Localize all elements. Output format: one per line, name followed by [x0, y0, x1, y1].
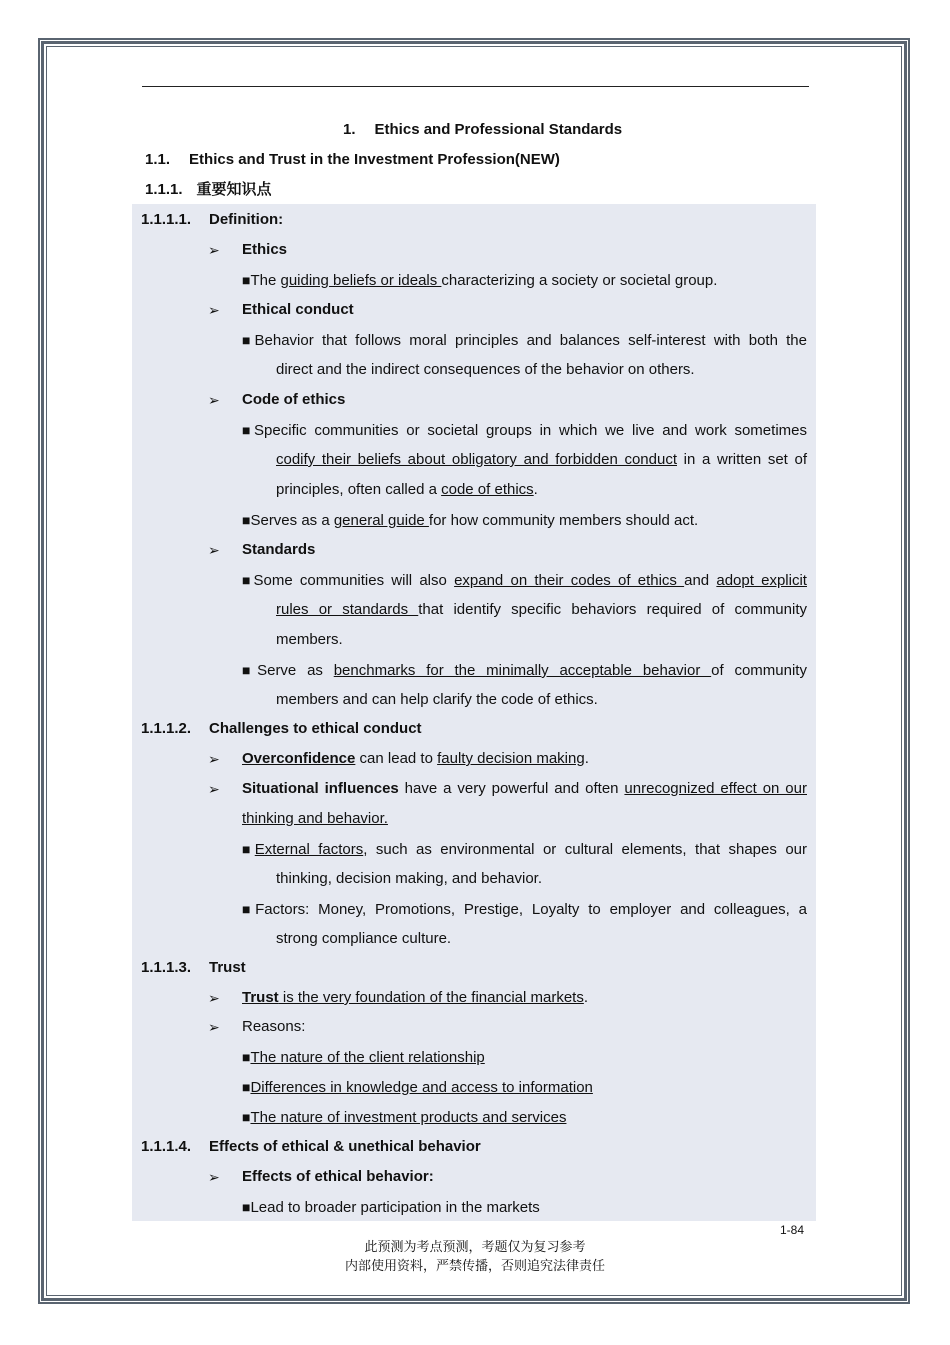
heading-challenges-title: Challenges to ethical conduct [209, 720, 422, 737]
standards-bullet-1-cont: rules or standards that identify specific behaviors required of community [276, 601, 807, 618]
code-of-ethics-bullet-1-end: principles, often called a code of ethics. [276, 481, 538, 498]
section-number: 1.1. [145, 151, 171, 168]
footer-disclaimer-2: 内部使用资料，严禁传播，否则追究法律责任 [344, 1259, 605, 1274]
page-number: 1-84 [780, 1223, 805, 1237]
square-bullet-icon: ■ [242, 1049, 251, 1065]
section-heading [145, 150, 560, 170]
chapter-number: 1. [343, 121, 356, 138]
trust-foundation: Trust is the very foundation of the financial markets. [242, 989, 589, 1006]
trust-reason-3: ■The nature of investment products and services [242, 1109, 567, 1126]
arrow-bullet-icon: ➢ [208, 990, 220, 1006]
square-bullet-icon: ■ [242, 272, 251, 288]
effects-ethical-label: Effects of ethical behavior: [242, 1168, 434, 1185]
arrow-bullet-icon: ➢ [208, 302, 220, 318]
chapter-heading [343, 120, 622, 140]
code-of-ethics-bullet-2: ■Serves as a general guide for how community members should act. [242, 512, 699, 529]
heading-effects-number: 1.1.1.4. [141, 1138, 192, 1155]
challenge-external-factors-cont: thinking, decision making, and behavior. [276, 870, 543, 887]
header-rule [142, 86, 809, 87]
arrow-bullet-icon: ➢ [208, 392, 220, 408]
square-bullet-icon: ■ [242, 901, 256, 917]
square-bullet-icon: ■ [242, 332, 255, 348]
square-bullet-icon: ■ [242, 1109, 251, 1125]
ethics-definition: ■The guiding beliefs or ideals characterizing a society or societal group. [242, 272, 718, 289]
subsection-number: 1.1.1. [145, 181, 183, 198]
challenge-situational-cont: thinking and behavior. [242, 810, 388, 827]
square-bullet-icon: ■ [242, 1199, 251, 1215]
heading-definition-number: 1.1.1.1. [141, 211, 192, 228]
chapter-title: Ethics and Professional Standards [374, 121, 623, 138]
square-bullet-icon: ■ [242, 422, 255, 438]
arrow-bullet-icon: ➢ [208, 242, 220, 258]
challenge-external-factors: ■External factors, such as environmental or cultural elements, that shapes our [242, 841, 807, 858]
square-bullet-icon: ■ [242, 841, 255, 857]
arrow-bullet-icon: ➢ [208, 781, 220, 797]
square-bullet-icon: ■ [242, 1079, 251, 1095]
arrow-bullet-icon: ➢ [208, 542, 220, 558]
square-bullet-icon: ■ [242, 512, 251, 528]
arrow-bullet-icon: ➢ [208, 1019, 220, 1035]
term-ethical-conduct: Ethical conduct [242, 301, 354, 318]
ethical-conduct-definition-cont: direct and the indirect consequences of the behavior on others. [276, 361, 695, 378]
ethical-conduct-definition: ■Behavior that follows moral principles and balances self-interest with both the [242, 332, 807, 349]
code-of-ethics-bullet-1: ■Specific communities or societal groups in which we live and work sometimes [242, 422, 807, 439]
heading-challenges-number: 1.1.1.2. [141, 720, 192, 737]
trust-reason-1: ■The nature of the client relationship [242, 1049, 485, 1066]
standards-bullet-2: ■Serve as benchmarks for the minimally acceptable behavior of community [242, 662, 807, 679]
term-standards: Standards [242, 541, 316, 558]
challenge-factors-list-cont: strong compliance culture. [276, 930, 452, 947]
footer-disclaimer-1: 此预测为考点预测，考题仅为复习参考 [364, 1240, 586, 1255]
term-ethics: Ethics [242, 241, 288, 258]
subsection-title: 重要知识点 [196, 181, 272, 198]
heading-definition-title: Definition: [209, 211, 284, 228]
heading-trust-title: Trust [209, 959, 246, 976]
heading-trust-number: 1.1.1.3. [141, 959, 192, 976]
effects-ethical-bullet-1: ■Lead to broader participation in the markets [242, 1199, 540, 1216]
section-title: Ethics and Trust in the Investment Profession(NEW) [189, 151, 560, 168]
arrow-bullet-icon: ➢ [208, 1169, 220, 1185]
square-bullet-icon: ■ [242, 572, 254, 588]
arrow-bullet-icon: ➢ [208, 751, 220, 767]
subsection-heading [145, 180, 272, 200]
square-bullet-icon: ■ [242, 662, 258, 678]
shaded-content-box [132, 204, 816, 1221]
standards-bullet-2-cont: members and can help clarify the code of ethics. [276, 691, 598, 708]
challenge-overconfidence: Overconfidence can lead to faulty decision making. [242, 750, 589, 767]
term-code-of-ethics: Code of ethics [242, 391, 346, 408]
challenge-situational: Situational influences have a very powerful and often unrecognized effect on our [242, 780, 807, 797]
heading-effects-title: Effects of ethical & unethical behavior [209, 1138, 481, 1155]
standards-bullet-1: ■Some communities will also expand on their codes of ethics and adopt explicit [242, 572, 807, 589]
standards-bullet-1-end: members. [276, 631, 343, 648]
code-of-ethics-bullet-1-cont: codify their beliefs about obligatory and forbidden conduct in a written set of [276, 451, 807, 468]
trust-reason-2: ■Differences in knowledge and access to information [242, 1079, 593, 1096]
trust-reasons-label: Reasons: [242, 1018, 306, 1035]
challenge-factors-list: ■Factors: Money, Promotions, Prestige, Loyalty to employer and colleagues, a [242, 901, 807, 918]
